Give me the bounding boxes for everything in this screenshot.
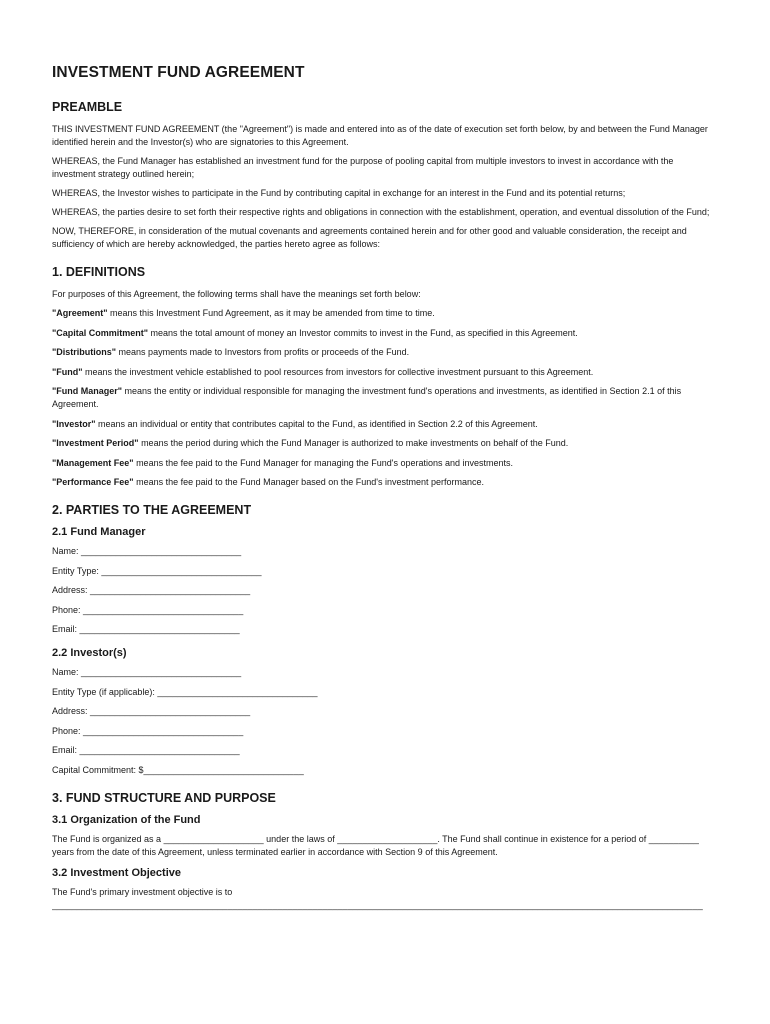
- investor-name-field[interactable]: Name: ________________________________: [52, 667, 242, 677]
- preamble-heading: PREAMBLE: [52, 100, 123, 114]
- investor-phone-field[interactable]: Phone: ________________________________: [52, 725, 244, 736]
- fund-manager-fields: [52, 545, 718, 636]
- investor-address-field[interactable]: Address: ________________________________: [52, 706, 251, 716]
- preamble-paragraph: WHEREAS, the parties desire to set forth their respective rights and obligations in connection with the establishment, operation, and eventual dissolution of the Fund;: [52, 207, 710, 217]
- definition-term: "Fund Manager": [52, 386, 123, 396]
- fund-manager-name-field[interactable]: Name: ________________________________: [52, 546, 242, 556]
- objective-heading: 3.2 Investment Objective: [52, 866, 181, 879]
- definition-term: "Capital Commitment": [52, 327, 149, 338]
- definitions-intro: For purposes of this Agreement, the following terms shall have the meanings set forth below:: [52, 289, 421, 299]
- definition-item: [52, 418, 718, 431]
- definition-term: "Investor": [52, 418, 96, 429]
- definition-term: "Management Fee": [52, 457, 134, 468]
- investor-capital-commitment-field[interactable]: Capital Commitment: $________________________________: [52, 764, 304, 775]
- definition-text: means payments made to Investors from profits or proceeds of the Fund.: [116, 347, 410, 357]
- fund-manager-phone-field[interactable]: Phone: ________________________________: [52, 604, 244, 615]
- investor-entity-type-field[interactable]: Entity Type (if applicable): ________________________________: [52, 686, 318, 697]
- definition-item: [52, 437, 718, 450]
- definition-text: means the total amount of money an Investor commits to invest in the Fund, as specified in this Agreement.: [148, 327, 578, 338]
- definition-text: means an individual or entity that contributes capital to the Fund, as identified in Section 2.2 of this Agreement.: [95, 418, 538, 429]
- definition-item: [52, 457, 718, 470]
- structure-heading: 3. FUND STRUCTURE AND PURPOSE: [52, 790, 276, 805]
- fund-manager-entity-type-field[interactable]: Entity Type: ________________________________: [52, 565, 262, 576]
- definition-item: [52, 476, 718, 489]
- definition-item: [52, 346, 718, 359]
- organization-heading: 3.1 Organization of the Fund: [52, 813, 201, 826]
- definition-text: means this Investment Fund Agreement, as it may be amended from time to time.: [107, 308, 435, 318]
- investors-heading: 2.2 Investor(s): [52, 647, 127, 659]
- definition-term: "Fund": [52, 366, 83, 377]
- definition-text: means the fee paid to the Fund Manager for managing the Fund's operations and investments.: [133, 457, 514, 468]
- definition-term: "Performance Fee": [52, 477, 134, 487]
- definition-term: "Distributions": [52, 347, 117, 357]
- document-title: INVESTMENT FUND AGREEMENT: [52, 64, 305, 81]
- definition-text: means the period during which the Fund Manager is authorized to make investments on behalf of the Fund.: [138, 438, 569, 448]
- definition-text: means the investment vehicle established to pool resources from investors for collective investment pursuant to this Agreement.: [82, 366, 594, 377]
- definition-item: [52, 385, 718, 411]
- objective-text: The Fund's primary investment objective is to: [52, 886, 233, 897]
- definition-term: "Agreement": [52, 308, 108, 318]
- preamble-paragraph: WHEREAS, the Fund Manager has established an investment fund for the purpose of pooling capital from multiple investors to invest in accordance with the investment strategy outlined herein;: [52, 156, 674, 179]
- preamble-paragraph: NOW, THEREFORE, in consideration of the mutual covenants and agreements contained herein and for other good and valuable consideration, the receipt and sufficiency of which are hereby acknowledged, the parties hereto agree as follows:: [52, 226, 687, 249]
- objective-blank-line[interactable]: __________________________________________________________________________________________________________________________________: [52, 899, 703, 910]
- definition-item: [52, 366, 718, 379]
- investor-email-field[interactable]: Email: ________________________________: [52, 745, 240, 755]
- fund-manager-email-field[interactable]: Email: ________________________________: [52, 624, 240, 634]
- definition-item: [52, 327, 718, 340]
- organization-text: The Fund is organized as a ____________________ under the laws of ____________________. The Fund shall continue in existence for a period of __________ years from the date of this Agreement, unless terminated earlier in accordance with Section 9 of this Agreement.: [52, 833, 699, 857]
- investor-fields: [52, 666, 718, 777]
- definitions-heading: 1. DEFINITIONS: [52, 265, 146, 279]
- fund-manager-heading: 2.1 Fund Manager: [52, 526, 146, 538]
- fund-manager-address-field[interactable]: Address: ________________________________: [52, 585, 251, 595]
- definition-item: [52, 307, 718, 320]
- definition-text: means the entity or individual responsible for managing the investment fund's operations and investments, as identified in Section 2.1 of this Agreement.: [52, 386, 682, 409]
- parties-heading: 2. PARTIES TO THE AGREEMENT: [52, 503, 252, 517]
- preamble-paragraph: THIS INVESTMENT FUND AGREEMENT (the "Agreement") is made and entered into as of the date of execution set forth below, by and between the Fund Manager identified herein and the Investor(s) who are signatories to this Agreement.: [52, 124, 708, 147]
- preamble-paragraph: WHEREAS, the Investor wishes to participate in the Fund by contributing capital in exchange for an interest in the Fund and its potential returns;: [52, 188, 626, 198]
- definition-term: "Investment Period": [52, 438, 139, 448]
- definition-text: means the fee paid to the Fund Manager based on the Fund's investment performance.: [133, 477, 485, 487]
